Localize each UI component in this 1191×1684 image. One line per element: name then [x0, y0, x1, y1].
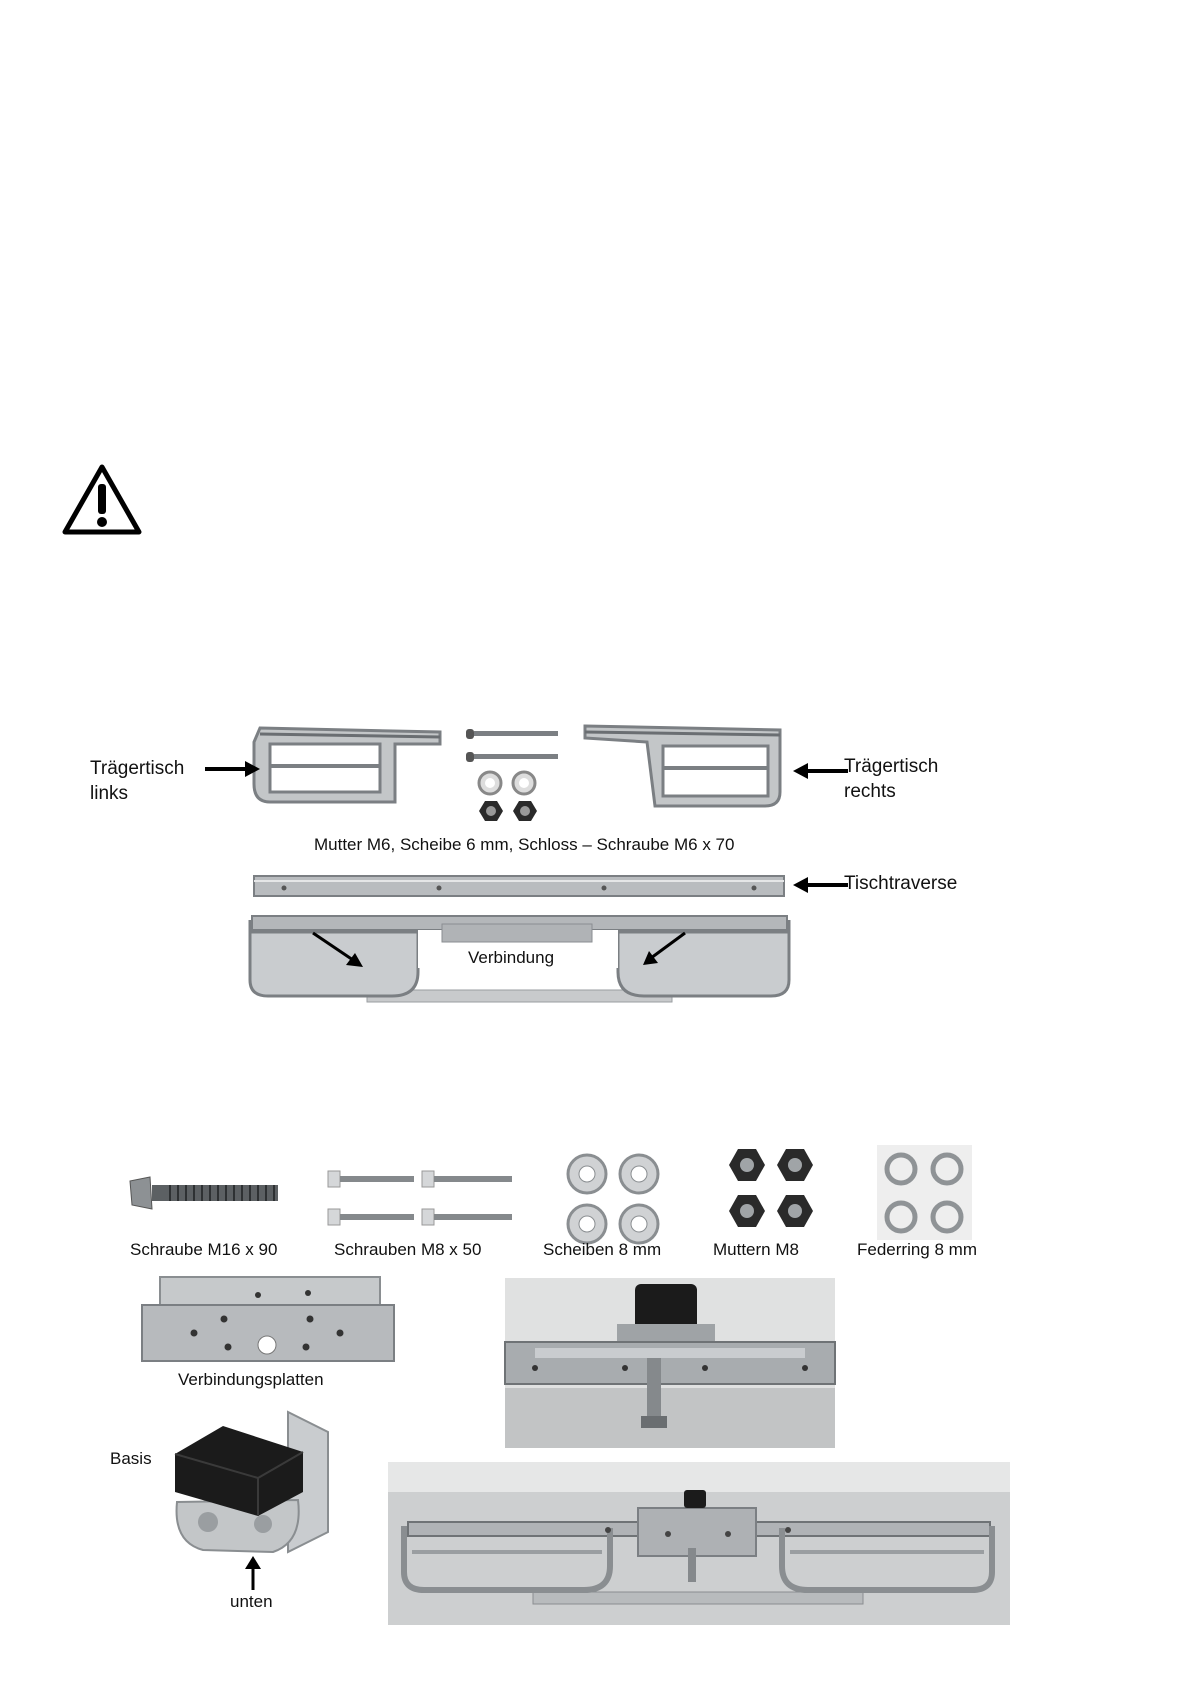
carriage-bolt-icon	[466, 752, 558, 762]
bolt-m16-image	[130, 1175, 280, 1211]
label-carrier-right: Trägertisch	[844, 756, 939, 777]
photo-full-assembly	[388, 1462, 1010, 1625]
carrier-table-right-image	[585, 722, 795, 814]
arrow-right-icon	[205, 761, 260, 777]
bolts-m8-image	[326, 1163, 516, 1233]
mounted-plates-drawing	[505, 1278, 835, 1448]
connection-plates-image	[138, 1275, 398, 1365]
arrow-up-icon	[245, 1556, 261, 1590]
label-base-bottom: unten	[230, 1592, 273, 1611]
arrow-left-icon	[793, 877, 848, 893]
arrow-left-icon	[793, 763, 848, 779]
caption-bolts-m8: Schrauben M8 x 50	[334, 1240, 482, 1259]
caption-connection-plates: Verbindungsplatten	[178, 1370, 324, 1389]
nuts-m8-image	[725, 1145, 820, 1235]
label-connection: Verbindung	[468, 948, 555, 967]
caption-nuts-m8: Muttern M8	[713, 1240, 799, 1259]
arrow-diagonal-icon	[313, 933, 363, 967]
label-carrier-left: Trägertisch	[90, 758, 185, 779]
washers-8mm-image	[563, 1150, 663, 1250]
m6-hardware-image	[462, 725, 562, 830]
caption-bolt-m16: Schraube M16 x 90	[130, 1240, 278, 1259]
label-carrier-left-2: links	[90, 783, 129, 804]
arrow-diagonal-icon	[643, 933, 685, 965]
warning-icon	[62, 464, 142, 536]
label-carrier-right-2: rechts	[844, 781, 896, 802]
label-base: Basis	[110, 1449, 152, 1468]
caption-washers-8mm: Scheiben 8 mm	[543, 1240, 662, 1259]
caption-spring-washers: Federring 8 mm	[857, 1240, 977, 1259]
spring-washers-image	[877, 1145, 972, 1240]
full-assembly-drawing	[388, 1462, 1010, 1625]
carrier-table-left-image	[250, 722, 445, 812]
hardware-caption: Mutter M6, Scheibe 6 mm, Schloss – Schraube M6 x 70	[314, 835, 735, 854]
photo-plates-mounted	[505, 1278, 835, 1448]
carriage-bolt-icon	[466, 729, 558, 739]
base-image	[163, 1412, 333, 1562]
label-crossbar: Tischtraverse	[844, 873, 958, 894]
crossbar-image	[254, 872, 784, 900]
